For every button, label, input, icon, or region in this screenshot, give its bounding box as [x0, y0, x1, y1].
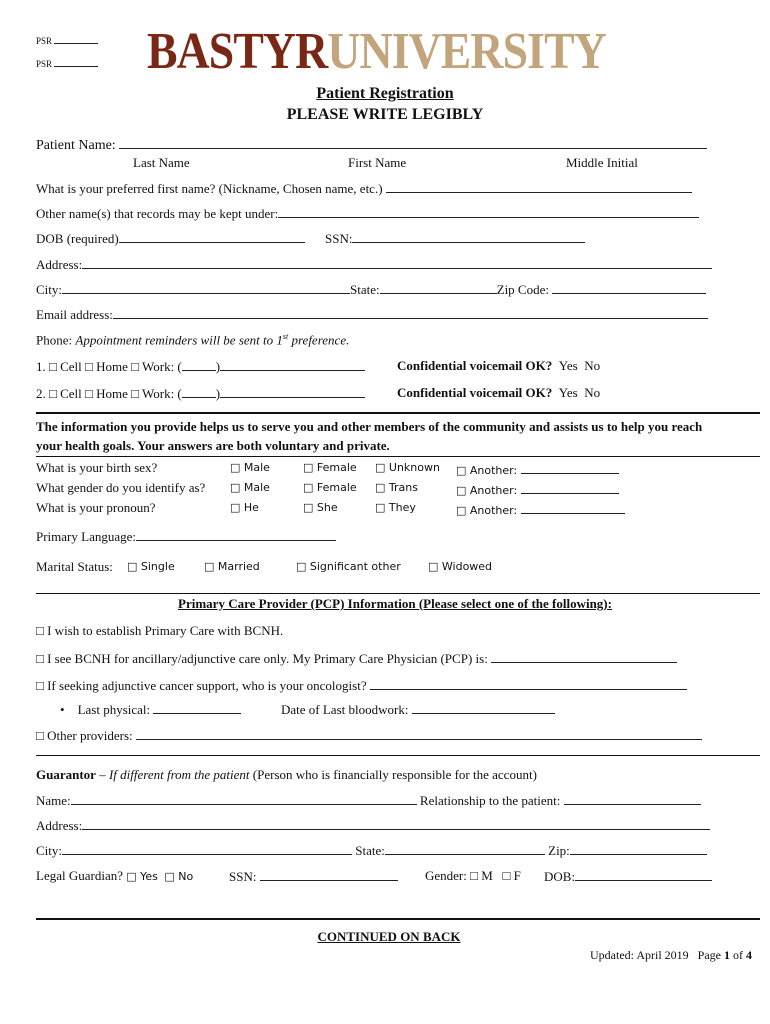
email-line[interactable]	[113, 306, 708, 319]
first-name-caption: First Name	[348, 155, 407, 170]
dob-label: DOB (required)	[36, 231, 119, 246]
patient-name-row	[36, 136, 707, 154]
birth-sex-another-line[interactable]	[521, 461, 619, 474]
psr-field-1	[36, 35, 98, 46]
section-divider-3	[36, 593, 760, 594]
logo-part-1: BASTYR	[147, 23, 328, 80]
preferred-name-label: What is your preferred first name? (Nickname, Chosen name, etc.)	[36, 181, 383, 196]
pcp-heading: Primary Care Provider (PCP) Information (Please select one of the following):	[178, 596, 612, 611]
city-state-zip-row	[36, 281, 706, 298]
email-row	[36, 306, 708, 323]
psr-label-2: PSR	[36, 59, 53, 69]
bullet-icon: •	[60, 702, 65, 717]
bastyr-logo	[147, 22, 606, 81]
other-providers-option[interactable]: □ Other providers:	[36, 728, 133, 743]
guarantor-name-row	[36, 792, 701, 809]
pronoun-they[interactable]: □ They	[375, 501, 416, 514]
legal-guardian-row	[36, 868, 193, 884]
last-bloodwork-line[interactable]	[412, 701, 555, 714]
email-label: Email address:	[36, 307, 113, 322]
marital-widowed[interactable]: □ Widowed	[428, 560, 493, 573]
gender-label: What gender do you identify as?	[36, 480, 206, 495]
voicemail-1-label: Confidential voicemail OK?	[397, 358, 553, 373]
guarantor-gender-m[interactable]: Gender: □ M	[425, 868, 493, 883]
pcp-option-ancillary[interactable]: □ I see BCNH for ancillary/adjunctive care only. My Primary Care Physician (PCP) is:	[36, 651, 488, 666]
psr-field-2	[36, 58, 98, 69]
phone-2-row: 2. □ Cell □ Home □ Work: ( )	[36, 385, 365, 402]
last-physical-row	[60, 701, 241, 718]
voicemail-1-no[interactable]: No	[584, 358, 601, 373]
preferred-name-row	[36, 180, 692, 197]
phone-note-sup: st	[282, 332, 289, 341]
page-number: 1	[724, 948, 730, 962]
zip-label: Zip Code:	[496, 282, 549, 297]
birth-sex-unknown[interactable]: □ Unknown	[375, 461, 440, 474]
page-total: 4	[746, 948, 752, 962]
voicemail-2-row	[397, 385, 600, 401]
birth-sex-female[interactable]: □ Female	[303, 461, 357, 474]
logo-part-2: UNIVERSITY	[327, 23, 606, 80]
phone-note: Appointment reminders will be sent to 1	[75, 332, 283, 348]
guarantor-gender-f[interactable]: □ F	[502, 868, 521, 883]
voicemail-1-row	[397, 358, 600, 374]
last-bloodwork-label: Date of Last bloodwork:	[281, 702, 409, 717]
pronoun-label: What is your pronoun?	[36, 500, 156, 515]
page-label: Page	[697, 948, 721, 962]
state-line[interactable]	[380, 281, 497, 294]
pronoun-another-line[interactable]	[521, 501, 625, 514]
pcp-physician-line[interactable]	[491, 650, 677, 663]
continued-on-back: CONTINUED ON BACK	[317, 929, 461, 944]
pronoun-another-option[interactable]: □ Another:	[456, 504, 518, 517]
page-title: Patient Registration	[316, 85, 454, 102]
marital-married[interactable]: □ Married	[204, 560, 260, 573]
demographics-intro: The information you provide helps us to serve you and other members of the community and assists us to help you reach your health goals. Your answers are both voluntary and private.	[36, 419, 703, 453]
middle-initial-caption: Middle Initial	[566, 155, 638, 170]
guarantor-ssn-row	[229, 868, 398, 885]
guarantor-city-row	[36, 842, 707, 859]
psr-label-1: PSR	[36, 36, 53, 46]
voicemail-2-no[interactable]: No	[584, 385, 601, 400]
marital-significant-other[interactable]: □ Significant other	[296, 560, 401, 573]
page-subtitle: PLEASE WRITE LEGIBLY	[286, 106, 484, 123]
guarantor-zip-line[interactable]	[570, 842, 707, 855]
guarantor-name-line[interactable]	[71, 792, 417, 805]
section-divider-1	[36, 412, 760, 414]
gender-male[interactable]: □ Male	[230, 481, 270, 494]
page-footer	[590, 948, 752, 963]
psr-line-1[interactable]	[54, 35, 98, 44]
oncologist-line[interactable]	[370, 677, 687, 690]
guarantor-ssn-label: SSN:	[229, 869, 257, 884]
phone-1-options[interactable]: 1. □ Cell □ Home □ Work: (	[36, 359, 182, 374]
guarantor-relationship-label: Relationship to the patient:	[419, 793, 561, 808]
ssn-label: SSN:	[325, 231, 353, 246]
phone-note-row	[36, 332, 349, 348]
zip-line[interactable]	[552, 281, 706, 294]
other-names-row	[36, 205, 699, 222]
guarantor-dob-line[interactable]	[575, 868, 712, 881]
voicemail-2-yes[interactable]: Yes	[558, 385, 578, 400]
phone-2-options[interactable]: 2. □ Cell □ Home □ Work: (	[36, 386, 182, 401]
pronoun-another	[456, 501, 625, 517]
guarantor-dob-label: DOB:	[544, 869, 576, 884]
dob-row	[36, 230, 305, 247]
voicemail-2-label: Confidential voicemail OK?	[397, 385, 553, 400]
ssn-row	[325, 230, 585, 247]
birth-sex-another-option[interactable]: □ Another:	[456, 464, 518, 477]
patient-name-line[interactable]	[119, 136, 707, 149]
gender-another-line[interactable]	[521, 481, 619, 494]
ssn-line[interactable]	[352, 230, 585, 243]
guarantor-state-line[interactable]	[385, 842, 545, 855]
pcp-option-oncologist-row	[36, 677, 687, 694]
language-line[interactable]	[136, 528, 336, 541]
last-physical-label: Last physical:	[77, 702, 151, 717]
last-bloodwork-row	[281, 701, 555, 718]
guarantor-heading: Guarantor	[36, 767, 96, 782]
section-divider-5	[36, 918, 760, 920]
guarantor-city-label: City:	[36, 843, 63, 858]
other-names-line[interactable]	[278, 205, 699, 218]
address-line[interactable]	[82, 256, 712, 269]
guarantor-name-label: Name:	[36, 793, 71, 808]
preferred-name-line[interactable]	[386, 180, 692, 193]
gender-trans[interactable]: □ Trans	[375, 481, 418, 494]
pronoun-he[interactable]: □ He	[230, 501, 259, 514]
pronoun-she[interactable]: □ She	[303, 501, 338, 514]
guarantor-ssn-line[interactable]	[260, 868, 398, 881]
pcp-option-establish[interactable]: □ I wish to establish Primary Care with BCNH.	[36, 623, 284, 638]
pcp-option-oncologist[interactable]: □ If seeking adjunctive cancer support, who is your oncologist?	[36, 678, 367, 693]
guarantor-zip-label: Zip:	[548, 843, 570, 858]
guarantor-address-line[interactable]	[82, 817, 710, 830]
patient-name-label: Patient Name:	[36, 138, 116, 153]
state-label: State:	[350, 282, 380, 297]
phone-2-number-line[interactable]	[220, 385, 365, 398]
guarantor-city-line[interactable]	[62, 842, 352, 855]
gender-female[interactable]: □ Female	[303, 481, 357, 494]
marital-label: Marital Status:	[36, 559, 113, 574]
guarantor-relationship-line[interactable]	[564, 792, 701, 805]
other-providers-line[interactable]	[136, 727, 702, 740]
phone-note-end: preference.	[288, 332, 350, 348]
phone-label: Phone:	[36, 332, 73, 348]
guarantor-heading-note: – If different from the patient	[95, 767, 250, 782]
dob-line[interactable]	[119, 230, 305, 243]
other-names-label: Other name(s) that records may be kept under:	[36, 206, 279, 221]
language-row	[36, 528, 336, 545]
guarantor-gender-row	[425, 868, 521, 884]
address-row	[36, 256, 712, 273]
psr-line-2[interactable]	[54, 58, 98, 67]
other-providers-row	[36, 727, 702, 744]
last-name-caption: Last Name	[133, 155, 190, 170]
guarantor-heading-row	[36, 767, 537, 783]
section-divider-2	[36, 456, 760, 457]
section-divider-4	[36, 755, 760, 756]
city-label: City:	[36, 282, 63, 297]
legal-guardian-no[interactable]: □ No	[164, 870, 194, 883]
legal-guardian-label: Legal Guardian?	[36, 868, 123, 883]
pcp-option-ancillary-row	[36, 650, 677, 667]
legal-guardian-yes[interactable]: □ Yes	[126, 870, 158, 883]
gender-another-option[interactable]: □ Another:	[456, 484, 518, 497]
phone-1-area-line[interactable]	[182, 358, 216, 371]
last-physical-line[interactable]	[153, 701, 241, 714]
phone-1-row: 1. □ Cell □ Home □ Work: ( )	[36, 358, 365, 375]
voicemail-1-yes[interactable]: Yes	[558, 358, 578, 373]
updated-date: Updated: April 2019	[590, 948, 689, 962]
guarantor-address-row	[36, 817, 710, 834]
address-label: Address:	[36, 257, 83, 272]
marital-single[interactable]: □ Single	[127, 560, 175, 573]
gender-another	[456, 481, 619, 497]
city-line[interactable]	[62, 281, 350, 294]
guarantor-state-label: State:	[355, 843, 385, 858]
guarantor-heading-tail: (Person who is financially responsible for the account)	[249, 767, 537, 782]
birth-sex-male[interactable]: □ Male	[230, 461, 270, 474]
language-label: Primary Language:	[36, 529, 136, 544]
page-of-label: of	[733, 948, 743, 962]
phone-2-area-line[interactable]	[182, 385, 216, 398]
phone-1-number-line[interactable]	[220, 358, 365, 371]
guarantor-address-label: Address:	[36, 818, 83, 833]
birth-sex-label: What is your birth sex?	[36, 460, 158, 475]
birth-sex-another	[456, 461, 619, 477]
guarantor-dob-row	[544, 868, 712, 885]
